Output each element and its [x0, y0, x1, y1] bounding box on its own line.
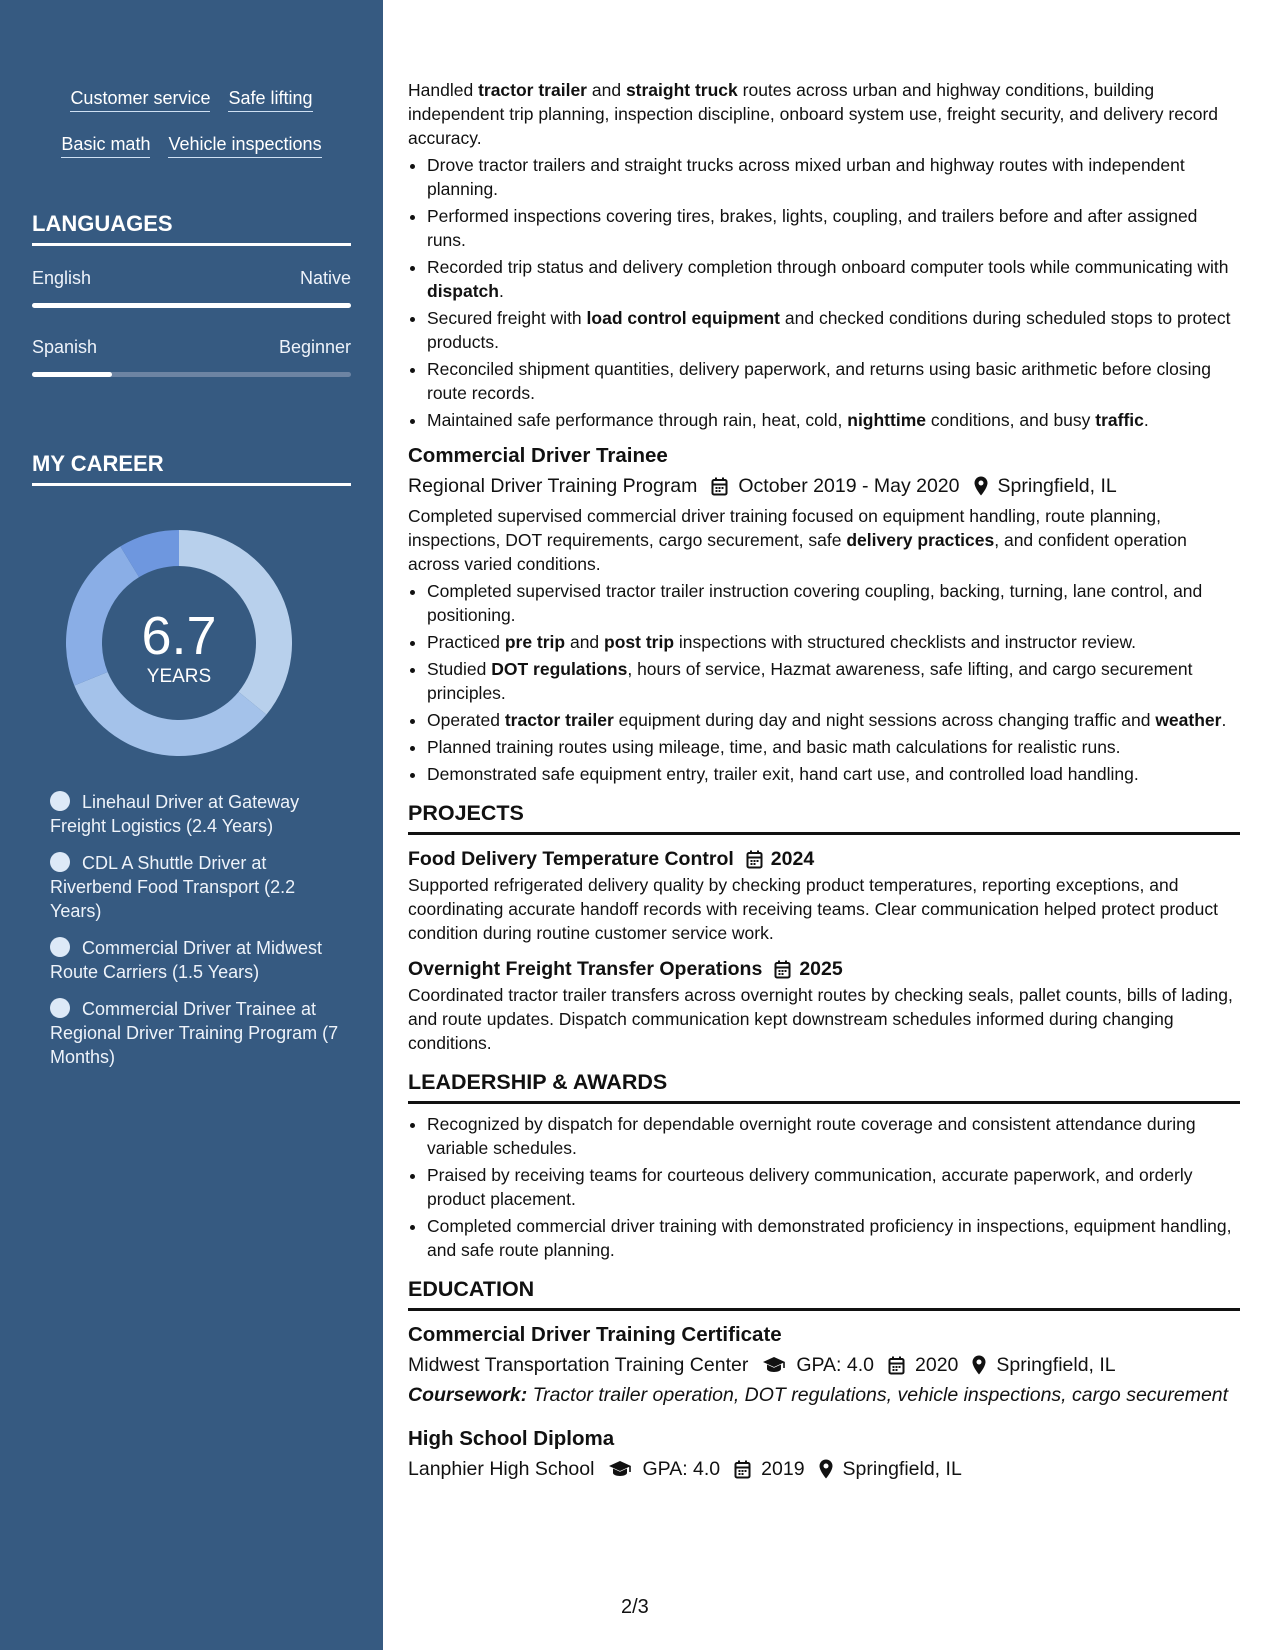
job-meta [408, 472, 1240, 500]
career-total-value: 6.7 [141, 606, 217, 666]
skills-row [0, 88, 383, 112]
school-location: Springfield, IL [842, 1458, 962, 1480]
language-level: Native [299, 268, 351, 288]
bullet-item: • Planned training routes using mileage, time, and basic math calculations for realistic runs. [427, 735, 1240, 759]
school-name: Midwest Transportation Training Center [408, 1354, 749, 1376]
education-heading: EDUCATION [408, 1274, 1240, 1311]
bullet-item: • Maintained safe performance through rain, heat, cold, nighttime conditions, and busy traffic. [427, 408, 1240, 432]
languages-heading: LANGUAGES [32, 211, 351, 246]
graduation-year: 2020 [915, 1354, 959, 1376]
bullet-item: • Practiced pre trip and post trip inspections with structured checklists and instructor review. [427, 630, 1240, 654]
legend-dot-icon [50, 791, 70, 811]
main-content [408, 78, 1240, 1487]
job-intro: Handled tractor trailer and straight truck routes across urban and highway conditions, building independent trip planning, inspection discipline, onboard system use, freight security, and delivery record accuracy. [408, 80, 1218, 148]
gpa: GPA: 4.0 [796, 1354, 875, 1376]
graduation-cap-icon [762, 1356, 786, 1374]
calendar-icon [888, 1356, 905, 1375]
skill-tag: Customer service [70, 88, 210, 112]
language-proficiency-bar [32, 372, 351, 377]
calendar-icon [711, 477, 728, 496]
project-year: 2024 [770, 848, 815, 870]
legend-dot-icon [50, 937, 70, 957]
career-total-unit: YEARS [146, 666, 212, 687]
company-name: Regional Driver Training Program [408, 475, 698, 497]
degree-title: Commercial Driver Training Certificate [408, 1323, 782, 1346]
career-item-text: Commercial Driver Trainee at Regional Driver Training Program (7 Months) [50, 999, 339, 1067]
bullet-item: • Secured freight with load control equipment and checked conditions during scheduled stops to protect products. [427, 306, 1240, 354]
career-item [50, 997, 340, 1069]
projects-heading: PROJECTS [408, 798, 1240, 835]
school-location: Springfield, IL [996, 1354, 1116, 1376]
leadership-item: • Praised by receiving teams for courteous delivery communication, accurate paperwork, and orderly product placement. [427, 1163, 1240, 1211]
career-item [50, 790, 340, 838]
job-title: Commercial Driver Trainee [408, 444, 668, 467]
career-item-text: Commercial Driver at Midwest Route Carriers (1.5 Years) [50, 938, 323, 982]
education-meta [408, 1455, 1240, 1483]
bullet-item: • Recorded trip status and delivery completion through onboard computer tools while communicating with dispatch. [427, 255, 1240, 303]
bullet-item: • Reconciled shipment quantities, delivery paperwork, and returns using basic arithmetic before closing route records. [427, 357, 1240, 405]
bullet-item: • Operated tractor trailer equipment during day and night sessions across changing traffic and weather. [427, 708, 1240, 732]
skill-tag: Safe lifting [228, 88, 312, 112]
project-name: Overnight Freight Transfer Operations [408, 958, 763, 980]
job-intro: Completed supervised commercial driver training focused on equipment handling, route planning, inspections, DOT requirements, cargo securement, safe delivery practices, and confident operation across varied conditions. [408, 506, 1187, 574]
calendar-icon [746, 850, 763, 869]
job-location: Springfield, IL [997, 475, 1117, 497]
skill-tag: Basic math [61, 134, 150, 158]
project-title [408, 845, 1240, 873]
project-name: Food Delivery Temperature Control [408, 848, 734, 870]
school-name: Lanphier High School [408, 1458, 595, 1480]
language-english [32, 267, 351, 308]
calendar-icon [734, 1460, 751, 1479]
leadership-heading: LEADERSHIP & AWARDS [408, 1067, 1240, 1104]
career-donut-segment [66, 546, 139, 685]
calendar-icon [774, 960, 791, 979]
language-name: Spanish [32, 337, 98, 357]
leadership-item: • Completed commercial driver training with demonstrated proficiency in inspections, equipment handling, and safe route planning. [427, 1214, 1240, 1262]
language-level: Beginner [278, 337, 351, 357]
job-bullets [408, 579, 1240, 786]
location-pin-icon [974, 476, 988, 496]
career-item [50, 936, 340, 984]
leadership-item: • Recognized by dispatch for dependable overnight route coverage and consistent attendance during variable schedules. [427, 1112, 1240, 1160]
language-proficiency-fill [32, 303, 351, 308]
sidebar [0, 0, 383, 1650]
page-number: 2/3 [621, 1596, 649, 1618]
project-description: Coordinated tractor trailer transfers across overnight routes by checking seals, pallet counts, bills of lading, and route updates. Dispatch communication kept downstream schedules informed during changing conditions. [408, 985, 1233, 1053]
location-pin-icon [972, 1355, 986, 1375]
language-proficiency-bar [32, 303, 351, 308]
coursework-label: Coursework: [408, 1384, 528, 1406]
job-dates: October 2019 - May 2020 [738, 475, 960, 497]
leadership-bullets [408, 1112, 1240, 1262]
project-title [408, 955, 1240, 983]
skill-tag: Vehicle inspections [168, 134, 321, 158]
project-description: Supported refrigerated delivery quality by checking product temperatures, reporting exceptions, and coordinating accurate handoff records with receiving teams. Clear communication helped protect product condition during routine customer service work. [408, 875, 1218, 943]
career-item-text: Linehaul Driver at Gateway Freight Logistics (2.4 Years) [50, 792, 300, 836]
bullet-item: • Studied DOT regulations, hours of service, Hazmat awareness, safe lifting, and cargo securement principles. [427, 657, 1240, 705]
bullet-item: • Demonstrated safe equipment entry, trailer exit, hand cart use, and controlled load handling. [427, 762, 1240, 786]
graduation-year: 2019 [761, 1458, 805, 1480]
skills-section [0, 88, 383, 180]
language-name: English [32, 268, 92, 288]
degree-title: High School Diploma [408, 1427, 615, 1450]
gpa: GPA: 4.0 [642, 1458, 721, 1480]
language-proficiency-fill [32, 372, 112, 377]
career-item-text: CDL A Shuttle Driver at Riverbend Food Transport (2.2 Years) [50, 853, 296, 921]
coursework-text: Tractor trailer operation, DOT regulations, vehicle inspections, cargo securement [527, 1384, 1229, 1406]
career-item [50, 851, 340, 923]
bullet-item: • Drove tractor trailers and straight trucks across mixed urban and highway routes with independent planning. [427, 153, 1240, 201]
bullet-item: • Completed supervised tractor trailer instruction covering coupling, backing, turning, lane control, and positioning. [427, 579, 1240, 627]
coursework [408, 1383, 1240, 1407]
bullet-item: • Performed inspections covering tires, brakes, lights, coupling, and trailers before and after assigned runs. [427, 204, 1240, 252]
career-donut-chart [66, 530, 292, 756]
job-bullets [408, 153, 1240, 432]
project-year: 2025 [799, 958, 843, 980]
legend-dot-icon [50, 998, 70, 1018]
career-heading: MY CAREER [32, 451, 351, 486]
location-pin-icon [819, 1459, 833, 1479]
career-list [50, 790, 340, 1082]
education-meta [408, 1351, 1240, 1379]
graduation-cap-icon [608, 1460, 632, 1478]
legend-dot-icon [50, 852, 70, 872]
language-spanish [32, 336, 351, 377]
skills-row [0, 134, 383, 158]
